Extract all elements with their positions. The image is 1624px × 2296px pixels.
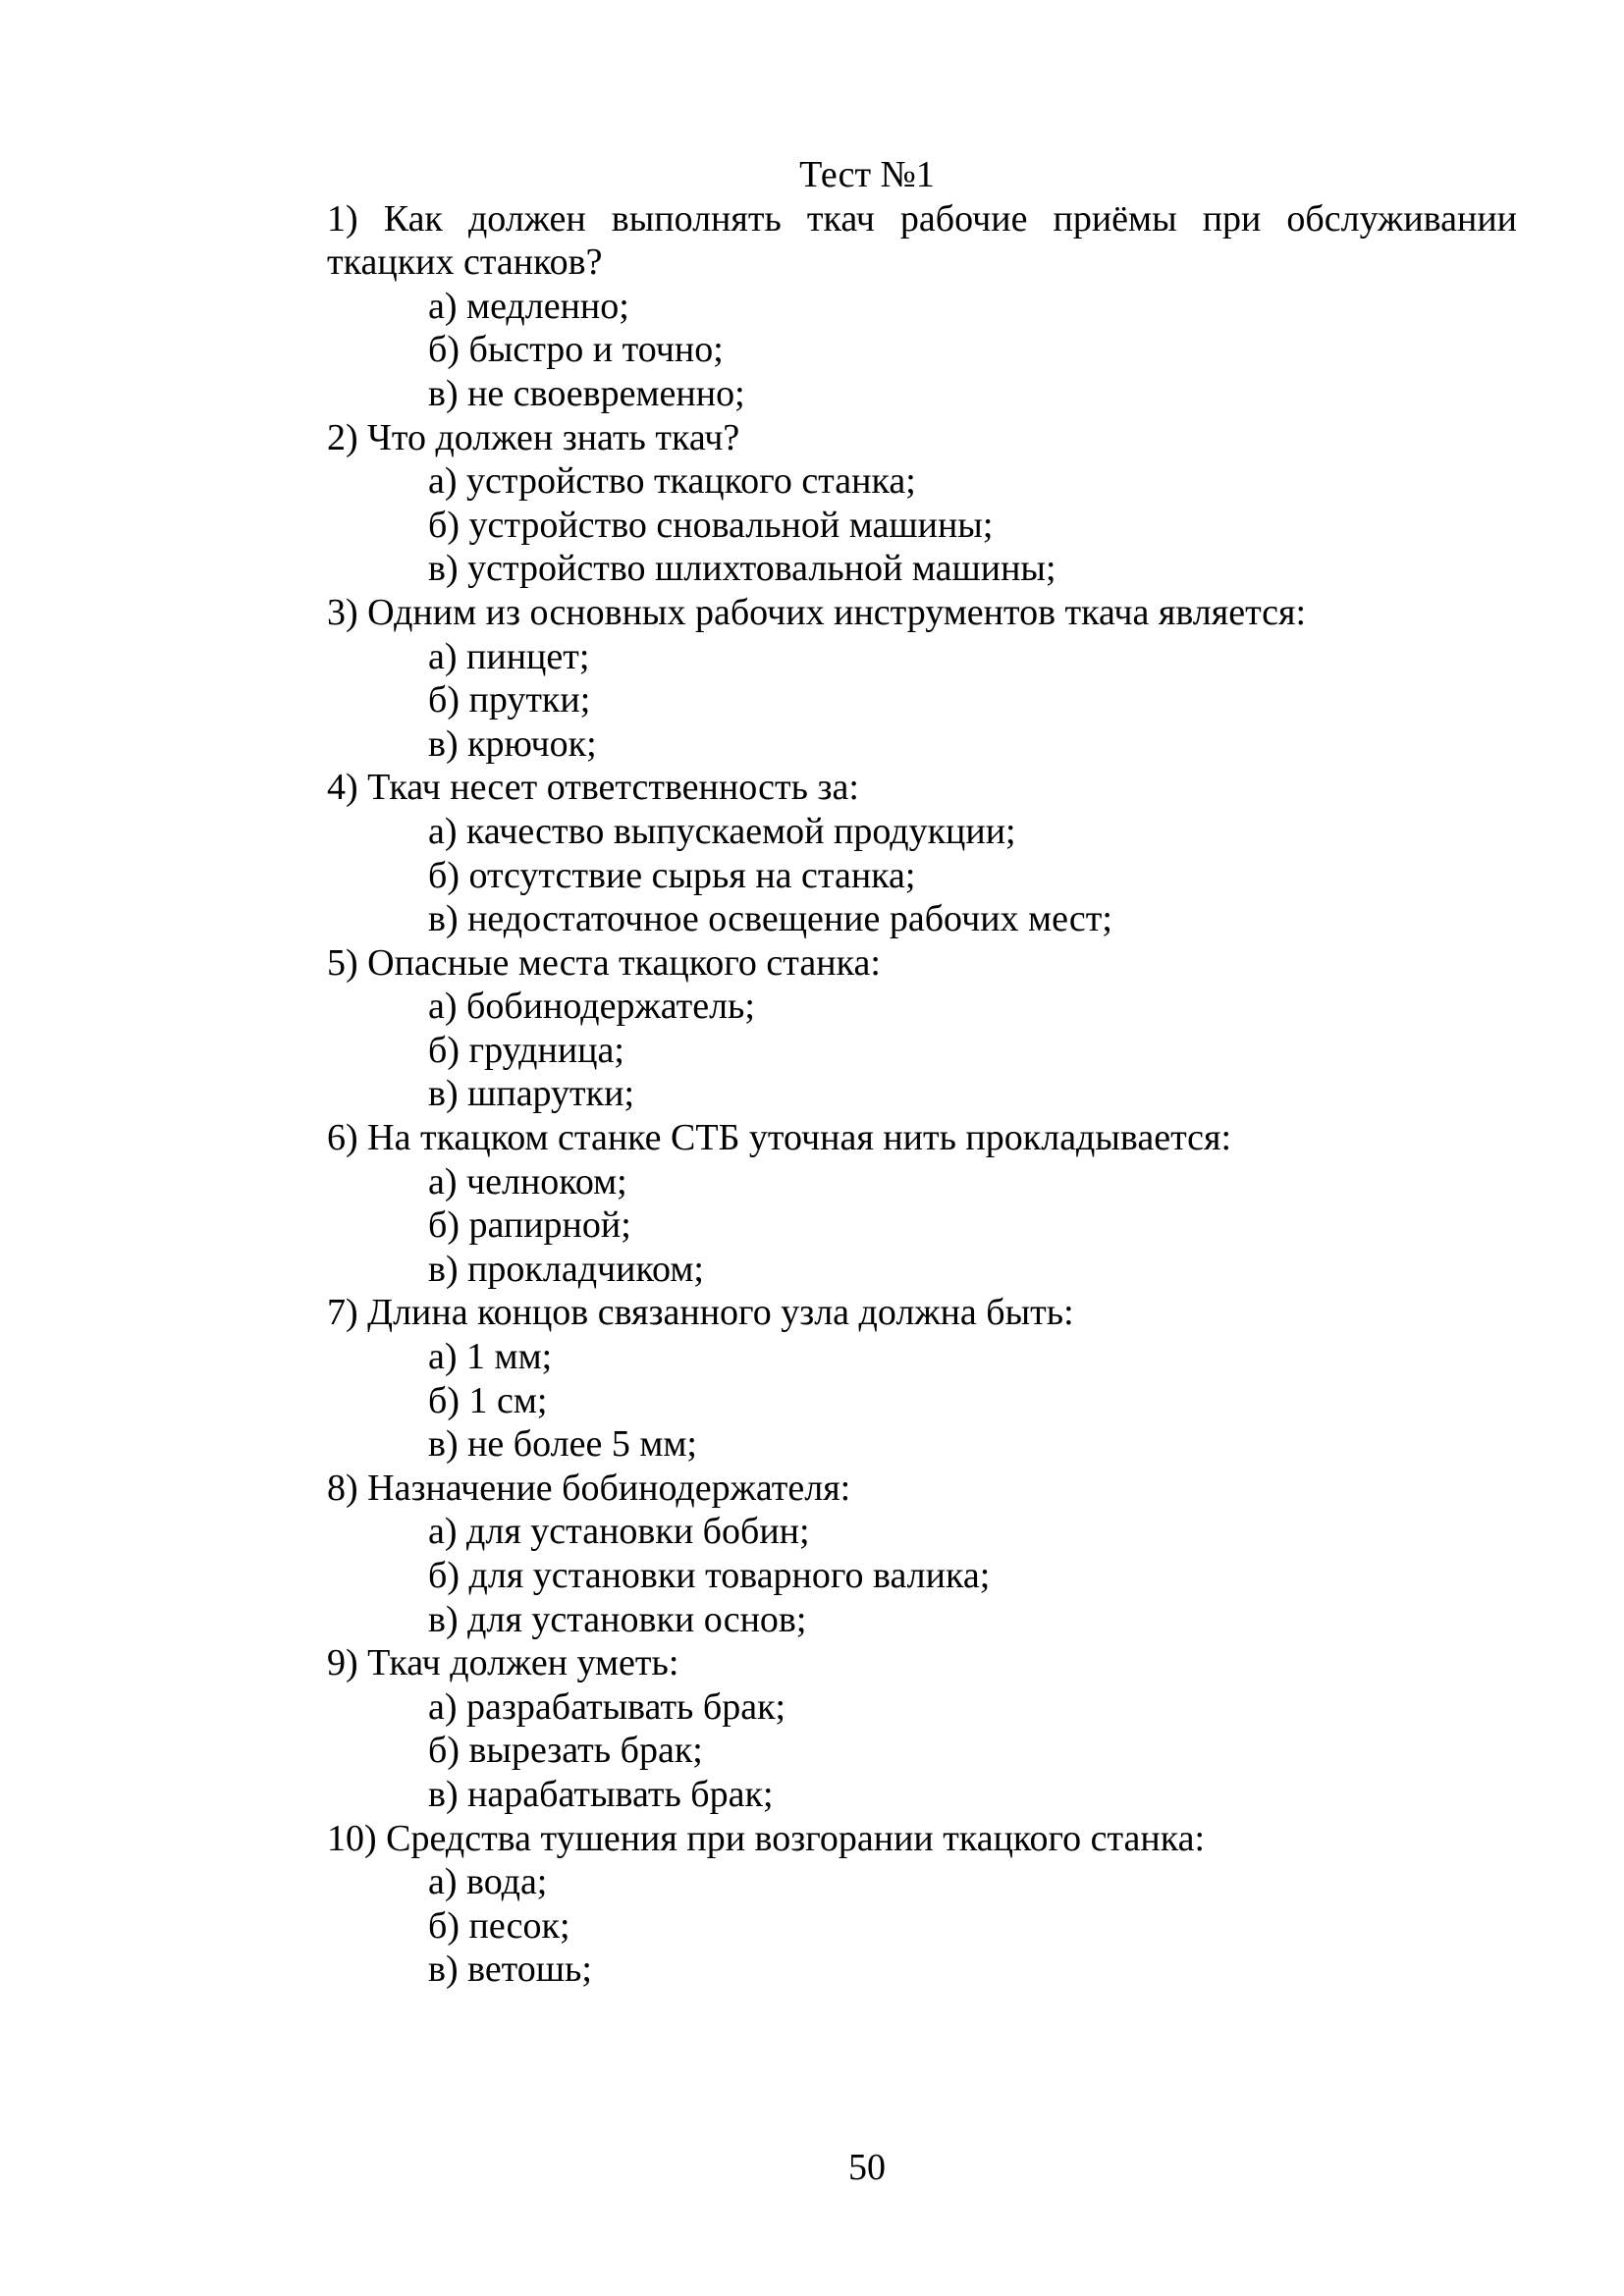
answer-option: б) отсутствие сырья на станка; [428, 854, 916, 896]
page-footer [217, 2146, 1517, 2190]
question-text: 3) Одним из основных рабочих инструментов ткача является: [327, 591, 1307, 633]
answer-option: б) вырезать брак; [428, 1730, 703, 1772]
answer-option: а) разрабатывать брак; [428, 1685, 786, 1728]
answer-option: б) устройство сновальной машины; [428, 504, 994, 546]
answer-option: б) грудница; [428, 1029, 624, 1071]
answer-option: а) медленно; [428, 285, 629, 327]
question-block [217, 766, 1517, 940]
answer-option: в) не более 5 мм; [428, 1423, 697, 1466]
question-text: 9) Ткач должен уметь: [327, 1642, 679, 1684]
answer-option: в) нарабатывать брак; [428, 1773, 774, 1815]
answer-option: в) прокладчиком; [428, 1248, 704, 1290]
answer-option: в) устройство шлихтовальной машины; [428, 548, 1056, 590]
question-block [217, 591, 1517, 766]
text-column [217, 153, 1517, 1992]
answer-option: б) песок; [428, 1904, 570, 1947]
test-title: Тест №1 [799, 154, 935, 195]
answer-option: в) ветошь; [428, 1949, 592, 1991]
question-block [217, 1467, 1517, 1641]
answer-option: а) 1 мм; [428, 1336, 553, 1378]
question-text: 10) Средства тушения при возгорании ткацкого станка: [327, 1817, 1206, 1859]
answer-option: б) рапирной; [428, 1204, 631, 1247]
answer-option: а) пинцет; [428, 635, 590, 677]
question-block [217, 197, 1517, 416]
answer-option: а) бобинодержатель; [428, 986, 755, 1028]
question-block [217, 1641, 1517, 1816]
page-number: 50 [848, 2147, 886, 2188]
answer-option: б) для установки товарного валика; [428, 1555, 991, 1596]
question-block [217, 941, 1517, 1116]
question-text: 8) Назначение бобинодержателя: [327, 1467, 851, 1509]
question-block [217, 1817, 1517, 1992]
answer-option: в) не своевременно; [428, 372, 745, 414]
question-text: 4) Ткач несет ответственность за: [327, 767, 859, 809]
answer-option: а) качество выпускаемой продукции; [428, 810, 1016, 852]
answer-option: а) челноком; [428, 1160, 627, 1202]
question-block [217, 416, 1517, 591]
answer-option: а) устройство ткацкого станка; [428, 460, 916, 503]
answer-option: б) прутки; [428, 679, 591, 721]
question-block [217, 1291, 1517, 1466]
question-block [217, 1116, 1517, 1291]
question-text-continued: ткацких станков? [327, 241, 603, 284]
question-text: 7) Длина концов связанного узла должна быть: [327, 1292, 1074, 1334]
answer-option: в) недостаточное освещение рабочих мест; [428, 898, 1112, 940]
answer-option: а) для установки бобин; [428, 1511, 810, 1553]
answer-option: б) 1 см; [428, 1379, 548, 1421]
answer-option: в) для установки основ; [428, 1598, 807, 1640]
answer-option: в) шпарутки; [428, 1073, 635, 1115]
question-text: 5) Опасные места ткацкого станка: [327, 941, 881, 984]
answer-option: б) быстро и точно; [428, 329, 724, 371]
question-text: 1) Как должен выполнять ткач рабочие приёмы при обслуживании [327, 197, 1517, 240]
answer-option: в) крючок; [428, 722, 597, 765]
question-text: 6) На ткацком станке СТБ уточная нить прокладывается: [327, 1117, 1232, 1159]
answer-option: а) вода; [428, 1861, 548, 1903]
question-text: 2) Что должен знать ткач? [327, 416, 740, 458]
